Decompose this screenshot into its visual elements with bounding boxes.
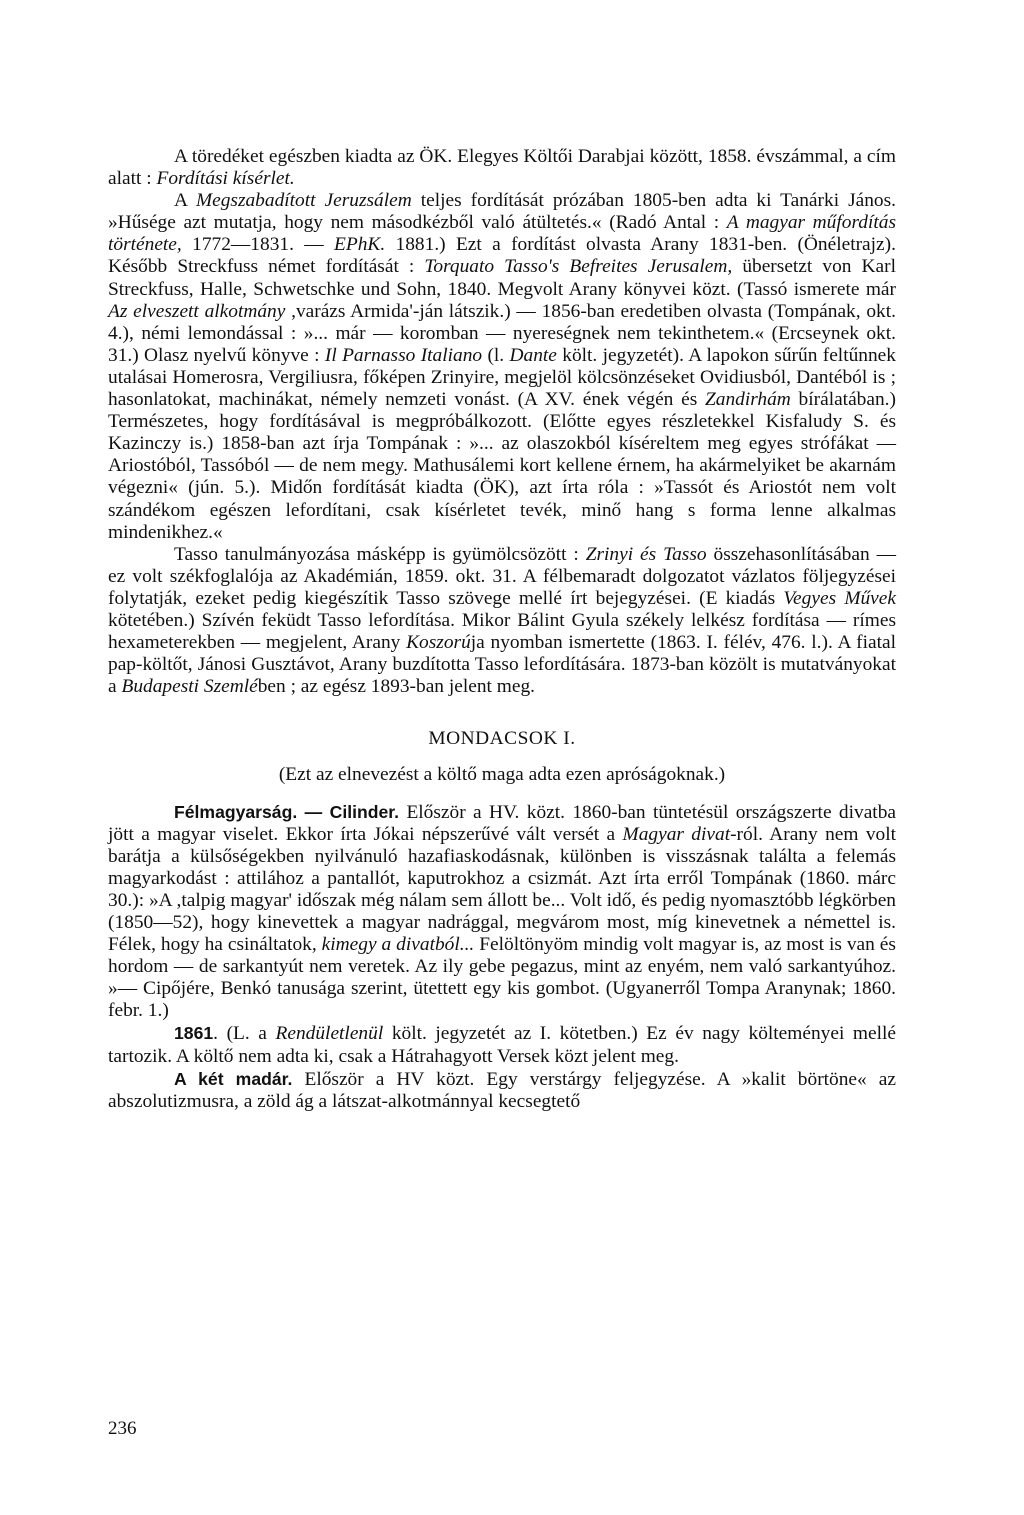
italic-title: Rendületlenül [275, 1023, 384, 1045]
italic-title: Zandirhám [704, 389, 791, 411]
text-run: költ. jegyzetét az I. kötetben.) Ez év nagy költeményei mellé tartozik. A költő nem adta ki, csak a Hátrahagyott Versek közt jelent meg. [108, 1023, 896, 1067]
text-run: ja nyomban ismertette (1863. I. félév, 476. l.). A fiatal pap-költőt, Jánosi Gusztávot, Arany buzdította Tasso lefordítására. 1873-ban közölt is mutatványokat a [108, 632, 896, 698]
text-run: kötetében.) Szívén feküdt Tasso lefordítása. Mikor Bálint Gyula székely lelkész fordítása — rímes hexameterekben — megjelent, Arany [108, 609, 896, 654]
italic-title: kimegy a divatból... [321, 934, 475, 956]
entry-title: 1861 [174, 1023, 214, 1044]
italic-title: Koszorú [406, 632, 471, 654]
italic-title: Dante [509, 344, 557, 366]
text-run: -ról. Arany nem volt barátja a külsőségekben nyilvánuló hazafiaskodásnak, különben is visszásnak találta a felemás magyarkodást : attilához a pantallót, kaputrokhoz a csizmát. Azt írta erről Tompának (1860. márc 30.): »A ,talpig magyar' időszak még nálam sem állott be... Volt idő, és pedig nyomasztóbb légkörben (1850—52), hogy kinevettek a magyar nadrággal, megvárom most, míg kinevetnek a némettel is. Félek, hogy ha csináltatok, [108, 823, 896, 956]
text-run: (l. [487, 344, 505, 366]
text-run: 1772—1831. — [192, 234, 324, 256]
italic-title: A magyar műfordítás története, [108, 212, 896, 256]
text-run: összehasonlításában — ez volt székfoglalója az Akadémián, 1859. okt. 31. A félbemaradt dolgozatot vázlatos följegyzései folytatják, ezeket pedig kiegészítik Tasso szövege mellé írt bejegyzései. (E kiadás [108, 543, 896, 609]
text-run: übersetzt von Karl Streckfuss, Halle, Schwetschke und Sohn, 1840. Megvolt Arany könyvei közt. (Tassó ismerete már [108, 256, 896, 300]
text-run: teljes fordítását prózában 1805-ben adta ki Tanárki János. »Hűsége azt mutatja, hogy nem másodkézből való átültetés.« (Radó Antal : [108, 190, 897, 234]
text-run: költ. jegyzetét). A lapokon sűrűn feltűnnek utalásai Homerosra, Vergiliusra, főképen Zrinyire, megjelöl kölcsönzéseket Ovidiusból, Dantéból is ; hasonlatokat, machinákat, némely nemzeti vonást. (A XV. ének végén és [108, 344, 896, 411]
text-run: Tasso tanulmányozása másképp is gyümölcsözött : [174, 543, 579, 565]
italic-title: Budapesti Szemlé [121, 676, 258, 698]
italic-title: Vegyes Művek [783, 587, 896, 609]
text-run: ,varázs Armida'-ján látszik.) — 1856-ban eredetiben olvasta (Tompának, okt. 4.), némi lemondással : »... már — koromban — nyereségnek nem tekinthetem.« (Ercseynek okt. 31.) Olasz nyelvű könyve : [108, 300, 896, 366]
italic-title: EPhK. [334, 234, 386, 256]
text-run: Felöltönyöm mindig volt magyar is, az most is van és hordom — de sarkantyút nem veretek. Az ily gebe pegazus, mint az enyém, nem való sarkantyúhoz. »— Cipőjére, Benkó tanusága szerint, ütettett egy kis gombot. (Ugyanerről Tompa Aranynak; 1860. febr. 1.) [108, 934, 896, 1022]
section-heading: MONDACSOK I. [428, 728, 576, 750]
text-run: A [174, 190, 187, 212]
section-gap [108, 698, 896, 728]
paragraph-1 [108, 146, 896, 190]
italic-title: Il Parnasso Italiano [324, 344, 483, 366]
text-run: bírálatában.) Természetes, hogy fordításával is megpróbálkozott. (Előtte egyes részletekkel Kisfaludy S. és Kazinczy is.) 1858-ban azt írja Tompának : »... az olaszokból kíséreltem meg egyes strófákat — Ariostóból, Tassóból — de nem megy. Mathusálemi kort kellene érnem, ha akármelyiket be akarnám végezni« (jún. 5.). Midőn fordítását kiadta (ÖK), azt írta róla : »Tassót és Ariostót nem volt szándékom egészen lefordítani, csak kísérletet tevék, minő hang s forma lenne alkalmas mindenikhez.« [108, 389, 896, 543]
entry-ket-madar [108, 1068, 896, 1113]
italic-title: Megszabadított Jeruzsálem [195, 190, 412, 212]
entry-title: Félmagyarság. — Cilinder. [174, 801, 400, 822]
italic-title: Torquato Tasso's Befreites Jerusalem, [424, 256, 733, 278]
paragraph-3 [108, 544, 896, 699]
text-run: Először a HV közt. Egy verstárgy feljegyzése. A »kalit börtöne« az abszolutizmusra, a zöld ág a látszat-alkotmánnyal kecsegtető [108, 1068, 896, 1112]
text-run: . (L. a [213, 1023, 267, 1045]
italic-title: Zrinyi és Tasso [585, 543, 707, 565]
entry-1861 [108, 1022, 896, 1067]
text-run: ben ; az egész 1893-ban jelent meg. [257, 676, 536, 698]
page-number: 236 [108, 1418, 137, 1439]
italic-title: Magyar divat [622, 823, 731, 845]
italic-title: Az elveszett alkotmány [108, 300, 286, 322]
section-subheading: (Ezt az elnevezést a költő maga adta ezen apróságoknak.) [278, 764, 726, 786]
text-run: Először a HV. közt. 1860-ban tüntetésül országszerte divatba jött a magyar viselet. Ekkor írta Jókai népszerűvé vált versét a [108, 801, 896, 845]
entry-title: A két madár. [174, 1068, 293, 1089]
page-body [108, 146, 896, 1113]
paragraph-2 [108, 190, 896, 544]
entry-felmagyarsag [108, 801, 896, 1023]
text-run: 1881.) Ezt a fordítást olvasta Arany 1831-ben. (Önéletrajz). Később Streckfuss német fordítását : [108, 234, 896, 278]
text-run: A töredéket egészben kiadta az ÖK. Elegyes Költői Darabjai között, 1858. évszámmal, a cím alatt : [108, 146, 896, 190]
italic-title: Fordítási kísérlet. [156, 168, 295, 190]
